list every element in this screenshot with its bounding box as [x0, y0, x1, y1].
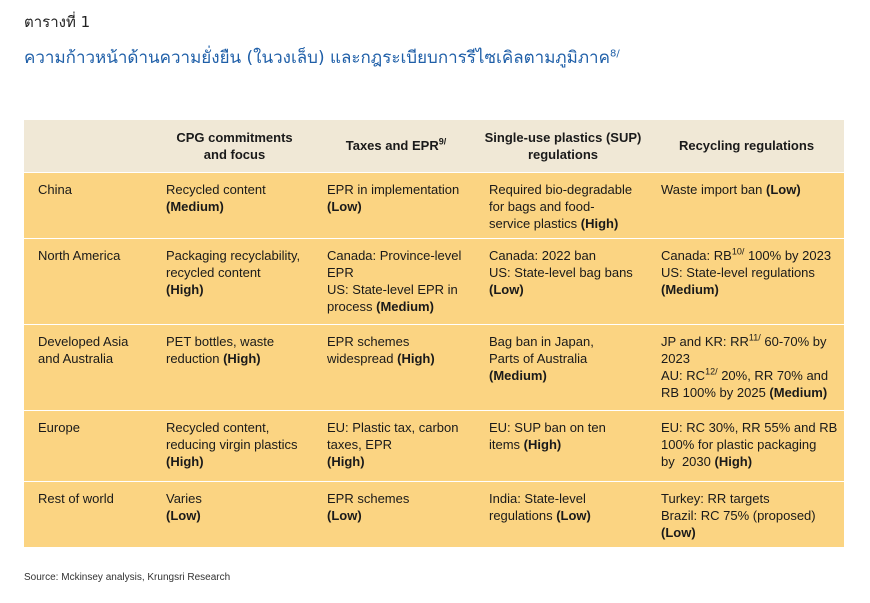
source-note: Source: Mckinsey analysis, Krungsri Research — [24, 572, 231, 583]
header-taxes-text: Taxes and EPR — [345, 138, 439, 154]
cell-line: Required bio-degradable — [489, 181, 633, 197]
sup-cell — [477, 481, 649, 547]
rating: (Low) — [661, 524, 696, 540]
cell-line: items — [489, 436, 524, 452]
rating: (Low) — [489, 281, 524, 297]
cell-line: EPR schemes — [327, 333, 410, 349]
cell-line: AU: RC — [661, 367, 706, 383]
cell-line: Recycled content, — [166, 419, 270, 435]
rating: (Low) — [766, 181, 801, 197]
rating: (High) — [523, 436, 562, 452]
tax-cell — [315, 238, 477, 324]
cell-line: India: State-level — [489, 490, 586, 506]
rating: (High) — [223, 350, 261, 366]
cell-line: Canada: 2022 ban — [489, 247, 596, 263]
header-sup-line2: regulations — [527, 146, 599, 162]
cell-line: widespread — [327, 350, 398, 366]
cell-line: 100% by 2023 — [744, 247, 832, 263]
recycling-cell — [649, 238, 844, 324]
cell-line: Canada: RB — [661, 247, 732, 263]
cell-line: taxes, EPR — [327, 436, 393, 452]
table-row-europe — [24, 410, 844, 481]
tax-cell — [315, 410, 477, 481]
cell-line: 60-70% by — [760, 333, 827, 349]
footnote-ref: 12/ — [705, 366, 718, 377]
cell-line: EU: Plastic tax, carbon — [327, 419, 459, 435]
cell-line: US: State-level EPR in — [327, 281, 458, 297]
rating: (Low) — [556, 507, 591, 523]
tax-cell — [315, 172, 477, 238]
cell-line: 2023 — [661, 350, 690, 366]
cell-line: regulations — [489, 507, 557, 523]
region-cell — [24, 324, 154, 410]
table-row-china — [24, 172, 844, 238]
region-line: Developed Asia — [38, 333, 129, 349]
table-header-row — [24, 120, 844, 172]
recycling-cell — [649, 481, 844, 547]
cell-line: process — [327, 298, 377, 314]
header-cpg-line2: and focus — [203, 146, 266, 162]
cell-line: EU: SUP ban on ten — [489, 419, 606, 435]
recycling-cell — [649, 172, 844, 238]
region-cell: Europe — [24, 410, 154, 481]
footnote-ref: 10/ — [731, 246, 745, 257]
cell-line: by 2030 — [661, 453, 715, 469]
cell-line: Waste import ban — [661, 181, 767, 197]
rating: (High) — [580, 215, 619, 231]
sup-cell — [477, 172, 649, 238]
cpg-cell — [154, 410, 315, 481]
rating: (Medium) — [661, 281, 719, 297]
rating: (Medium) — [769, 384, 828, 400]
cell-line: 100% for plastic packaging — [661, 436, 817, 452]
footnote-ref: 11/ — [748, 332, 761, 343]
header-sup-line1: Single-use plastics (SUP) — [484, 129, 642, 145]
rating: (Low) — [327, 507, 362, 523]
header-taxes-footnote: 9/ — [438, 136, 447, 147]
cell-line: recycled content — [166, 264, 261, 280]
cell-line: Varies — [166, 490, 202, 506]
region-line: and Australia — [38, 350, 114, 366]
recycling-cell — [649, 324, 844, 410]
sup-cell — [477, 410, 649, 481]
rating: (High) — [714, 453, 753, 469]
region-cell: North America — [24, 238, 154, 324]
cell-line: US: State-level regulations — [661, 264, 815, 280]
regional-regulations-table — [24, 120, 844, 547]
cell-line: Turkey: RR targets — [661, 490, 770, 506]
cpg-cell — [154, 172, 315, 238]
header-sup — [477, 120, 649, 172]
cell-line: PET bottles, waste — [166, 333, 275, 349]
table-label: ตารางที่ 1 — [24, 13, 91, 31]
sup-cell — [477, 238, 649, 324]
recycling-cell — [649, 410, 844, 481]
cell-line: 20%, RR 70% and — [717, 367, 829, 383]
title-text: ความก้าวหน้าด้านความยั่งยืน (ในวงเล็บ) และกฎระเบียบการรีไซเคิลตามภูมิภาค — [24, 48, 610, 68]
cell-line: EPR — [327, 264, 354, 280]
header-cpg — [154, 120, 315, 172]
header-region — [24, 120, 154, 172]
table-row-developed-asia — [24, 324, 844, 410]
cell-line: EU: RC 30%, RR 55% and RB — [661, 419, 838, 435]
sup-cell — [477, 324, 649, 410]
cpg-cell — [154, 481, 315, 547]
rating: (Medium) — [376, 298, 434, 314]
cell-line: EPR in implementation — [327, 181, 460, 197]
cell-line: Parts of Australia — [489, 350, 588, 366]
tax-cell — [315, 324, 477, 410]
header-cpg-line1: CPG commitments — [176, 129, 293, 145]
cell-line: reduction — [166, 350, 224, 366]
cell-line: JP and KR: RR — [661, 333, 749, 349]
cell-line: Canada: Province-level — [327, 247, 462, 263]
rating: (Medium) — [166, 198, 224, 214]
page-title — [24, 44, 620, 71]
header-taxes — [315, 120, 477, 172]
cell-line: RB 100% by 2025 — [661, 384, 770, 400]
cell-line: Recycled content — [166, 181, 266, 197]
title-footnote: 8/ — [609, 48, 620, 60]
rating: (High) — [327, 453, 365, 469]
cell-line: Packaging recyclability, — [166, 247, 301, 263]
rating: (High) — [397, 350, 435, 366]
cell-line: EPR schemes — [327, 490, 410, 506]
table-row-north-america — [24, 238, 844, 324]
cell-line: Brazil: RC 75% (proposed) — [661, 507, 816, 523]
region-cell: Rest of world — [24, 481, 154, 547]
rating: (Medium) — [489, 367, 547, 383]
table-row-rest-of-world — [24, 481, 844, 547]
tax-cell — [315, 481, 477, 547]
header-recycling: Recycling regulations — [678, 138, 815, 154]
cpg-cell — [154, 238, 315, 324]
region-cell: China — [24, 172, 154, 238]
cell-line: reducing virgin plastics — [166, 436, 298, 452]
cpg-cell — [154, 324, 315, 410]
rating: (High) — [166, 453, 204, 469]
rating: (High) — [166, 281, 204, 297]
cell-line: US: State-level bag bans — [489, 264, 633, 280]
cell-line: for bags and food- — [489, 198, 595, 214]
cell-line: service plastics — [489, 215, 581, 231]
rating: (Low) — [166, 507, 201, 523]
cell-line: Bag ban in Japan, — [489, 333, 594, 349]
rating: (Low) — [327, 198, 362, 214]
